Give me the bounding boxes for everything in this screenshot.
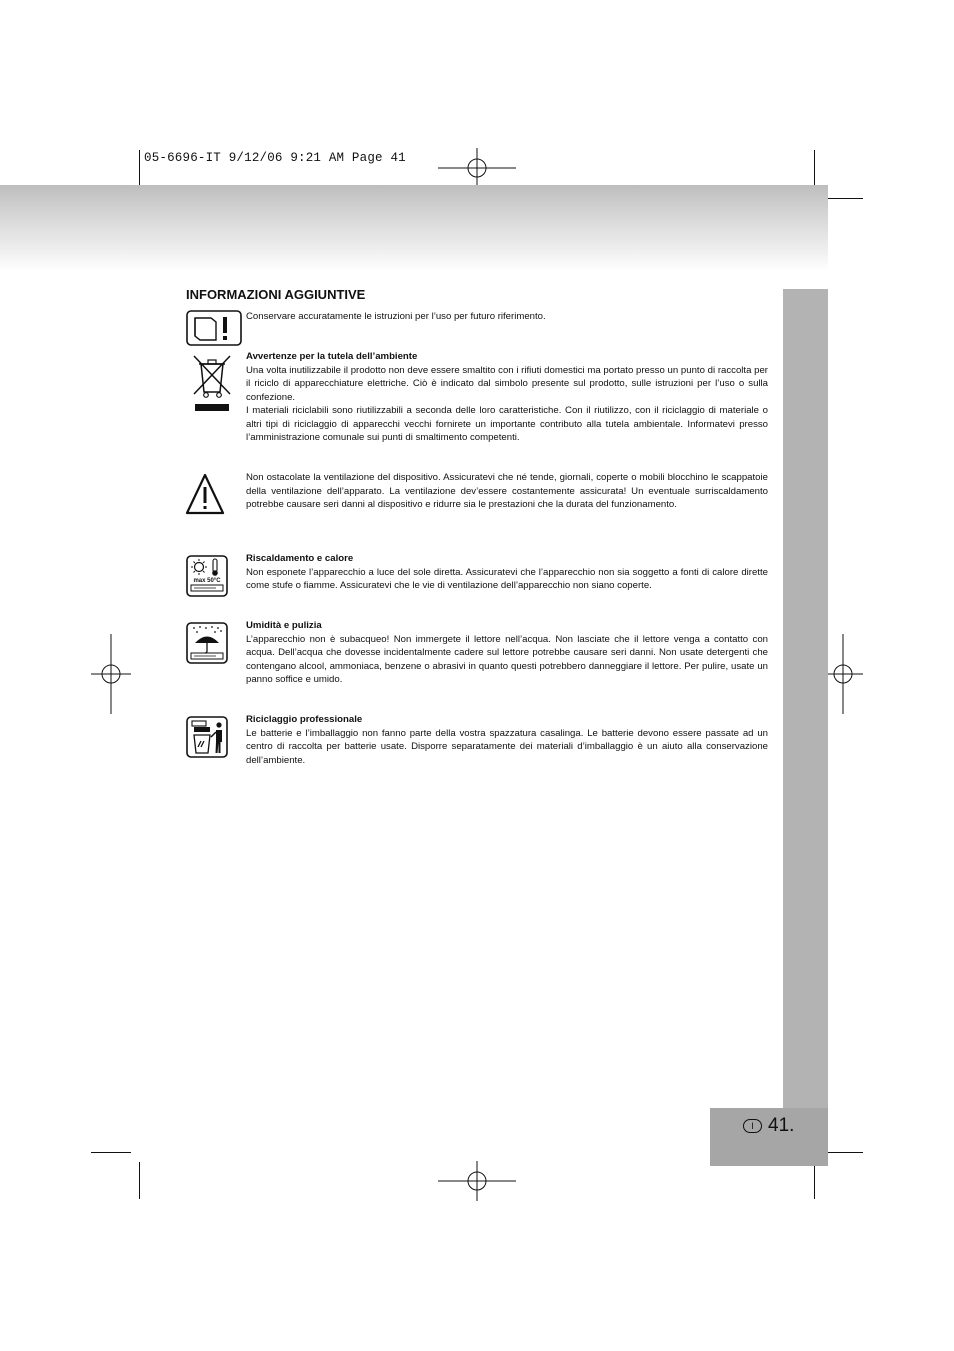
section-text: L’apparecchio non è subacqueo! Non immergete il lettore nell’acqua. Non lasciate che il lettore venga a contatto con acqua. Dell’acqua che dovesse incidentalmente cadere sul lettore potrebbe causare seri danni. Non usate detergenti che contengano alcool, ammoniaca, benzene o abrasivi in quanto questi potrebbero danneggiare il lettore. Per pulire, usate un panno soffice e umido. <box>246 633 768 685</box>
page-number: 41. <box>768 1115 795 1136</box>
crop-mark <box>139 1162 140 1199</box>
crop-mark <box>825 198 863 199</box>
registration-mark-bottom <box>438 1161 516 1201</box>
section-text: Le batterie e l’imballaggio non fanno parte della vostra spazzatura casalinga. Le batterie devono essere passate ad un centro di raccolta per batterie usate. Disporre separatamente dei materiali d’imballaggio è un aiuto alla conservazione dell’ambiente. <box>246 727 768 766</box>
registration-mark-top <box>438 148 516 188</box>
heat-icon-label: max 50°C <box>193 578 221 584</box>
registration-mark-left <box>91 634 131 714</box>
section-heading: INFORMAZIONI AGGIUNTIVE <box>186 287 366 302</box>
section-ventilation <box>246 471 768 512</box>
print-slug-line: 05-6696-IT 9/12/06 9:21 AM Page 41 <box>144 151 406 165</box>
section-heat <box>246 552 768 593</box>
crop-mark <box>139 150 140 187</box>
registration-mark-right <box>823 634 863 714</box>
side-tab-bar <box>783 289 828 1109</box>
heat-max-50-icon <box>186 555 228 597</box>
manual-warning-icon <box>186 310 242 346</box>
header-gradient-band <box>0 185 828 271</box>
section-moisture <box>246 619 768 687</box>
section-text: I materiali riciclabili sono riutilizzabili a seconda delle loro caratteristiche. Con il riutilizzo, con il riciclaggio di materiale o altri tipi di riciclaggio di apparecchi vecchi fornirete un importante contributo alla tutela ambientale. Informatevi presso l’amministrazione comunale sui punti di smaltimento competenti. <box>246 405 768 443</box>
section-subtitle: Avvertenze per la tutela dell’ambiente <box>246 351 418 362</box>
section-keep-instructions <box>246 310 768 324</box>
crop-mark <box>814 1162 815 1199</box>
section-recycling <box>246 713 768 767</box>
crossed-bin-icon <box>191 352 233 414</box>
section-text: Non ostacolate la ventilazione del dispositivo. Assicuratevi che né tende, giornali, coperte o mobili blocchino le scappatoie della ventilazione dell’apparato. La ventilazione dev’essere costantemente assicurata! Un eventuale surriscaldamento potrebbe causare seri danni al dispositivo e ridurre sia le prestazioni che la durata del funzionamento. <box>246 472 768 510</box>
section-subtitle: Riscaldamento e calore <box>246 553 354 564</box>
recycle-bin-person-icon <box>186 716 228 758</box>
warning-triangle-icon <box>184 472 226 516</box>
crop-mark <box>814 150 815 187</box>
section-subtitle: Umidità e pulizia <box>246 620 322 631</box>
section-text: Una volta inutilizzabile il prodotto non deve essere smaltito con i rifiuti domestici ma portato presso un punto di raccolta per il riciclo di apparecchiature elettriche. Ciò è indicato dal simbolo presente sul prodotto, sulle istruzioni per l’uso o sulla confezione. <box>246 364 768 403</box>
section-environment <box>246 350 768 445</box>
section-subtitle: Riciclaggio professionale <box>246 714 363 725</box>
crop-mark <box>825 1152 863 1153</box>
section-text: Conservare accuratamente le istruzioni per l’uso per futuro riferimento. <box>246 311 546 322</box>
crop-mark <box>91 1152 131 1153</box>
language-indicator: I <box>743 1119 762 1133</box>
umbrella-rain-icon <box>186 622 228 664</box>
section-text: Non esponete l’apparecchio a luce del sole diretta. Assicuratevi che l’apparecchio non sia soggetto a fonti di calore dirette come stufe o fiamme. Assicuratevi che le vie di ventilazione dell’apparecchio non siano coperte. <box>246 566 768 591</box>
